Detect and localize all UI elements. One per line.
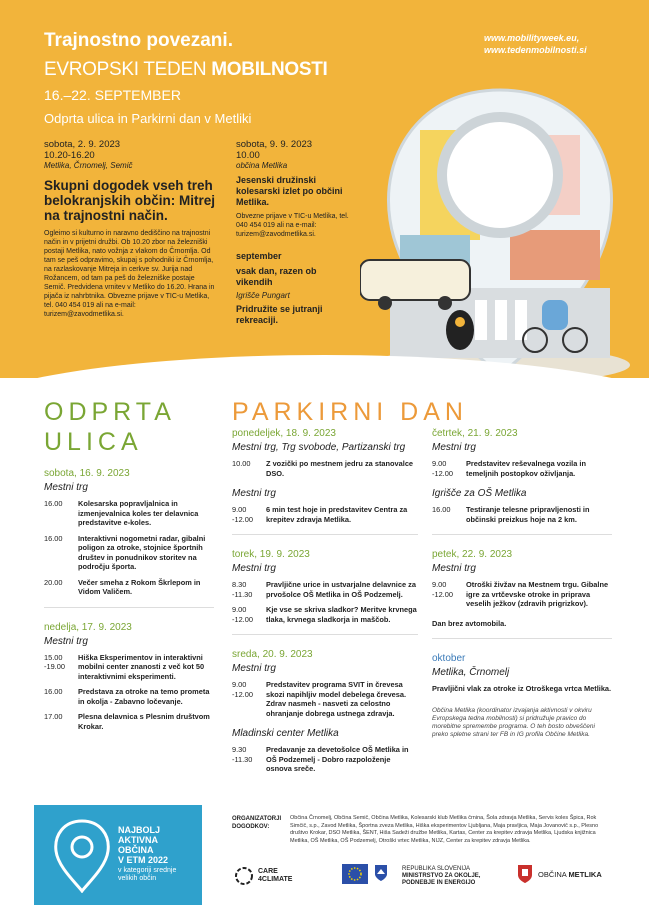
event-row xyxy=(232,605,418,624)
day-heading: nedelja, 17. 9. 2023 xyxy=(44,621,132,633)
event-time: 16.00 xyxy=(432,505,451,514)
day-heading: četrtek, 21. 9. 2023 xyxy=(432,428,518,439)
event-headline: Jesenski družinski kolesarski izlet po občini Metlika. xyxy=(236,174,343,207)
odprta-schedule xyxy=(44,468,214,731)
event-row xyxy=(232,505,418,524)
event-row xyxy=(232,745,418,774)
event-description: Pravljični vlak za otroke iz Otroškega vrtca Metlika. xyxy=(432,683,612,693)
divider xyxy=(432,638,612,639)
event-row xyxy=(432,459,612,478)
event-place: občina Metlika xyxy=(236,161,288,170)
location-label: Metlika, Črnomelj xyxy=(432,666,510,678)
day-heading: sobota, 16. 9. 2023 xyxy=(44,468,130,479)
event-description: Testiranje telesne pripravljenosti in občinski preizkus hoje na 2 km. xyxy=(466,505,590,524)
event-description: Predstava za otroke na temo prometa in okolja - Zabavno ločevanje. xyxy=(78,687,210,706)
intro-event-right xyxy=(236,140,354,326)
event-headline-3: Pridružite se jutranji rekreaciji. xyxy=(236,304,323,325)
event-time: 9.00 -12.00 xyxy=(232,605,253,624)
organizers-label: ORGANIZATORJI DOGODKOV: xyxy=(232,816,282,830)
event-row xyxy=(44,653,214,682)
event-row xyxy=(44,687,214,706)
day-heading: ponedeljek, 18. 9. 2023 xyxy=(232,428,336,439)
location-label: Mestni trg xyxy=(44,482,88,493)
event-description: Večer smeha z Rokom Škrlepom in Vidom Valičem. xyxy=(78,577,201,596)
event-description: Hiška Eksperimentov in interaktivni mobilni center znanosti z več kot 50 interaktivnimi eksperimenti. xyxy=(78,652,205,681)
odprta-title-2: ULICA xyxy=(44,428,143,456)
sponsor-logos: CARE 4CLIMATE REPUBLIKA SLOVENIJA MINISTRSTVO ZA OKOLJE, PODNEBJE IN ENERGIJO OBČINA METLIKA xyxy=(232,864,622,894)
event-time: 8.30 -11.30 xyxy=(232,580,253,599)
event-description: Plesna delavnica s Plesnim društvom Krokar. xyxy=(78,712,210,731)
event-time: 9.00 -12.00 xyxy=(432,580,453,599)
event-description: Z vozički po mestnem jedru za stanovalce DSO. xyxy=(266,459,414,478)
location-label: Mladinski center Metlika xyxy=(232,728,339,739)
website-links xyxy=(484,32,587,56)
divider xyxy=(432,534,612,535)
event-row xyxy=(44,499,214,528)
event-row xyxy=(44,578,214,597)
organizers-list: Občina Črnomelj, Občina Semič, Občina Metlika, Kolesarski klub Metlika črnina, Šola zdravja Metlika, Servis koles Špica, Rok Simčič, s.p., Zavod Metlika, Športna zveza Metlika, Hiška eksperimentov Ljubljana, Maja pravljica, Maja Jovanovič s.p., Plesno društvo Krokar, DSO Metlika, ŠENT, Hiša Sadeži družbe Metlika, Kartas, Center za krepitev zdravja Metlika, Ljudska knjižnica Metlika, OŠ Metlika, OŠ Podzemelj, Otroški vrtec Metlika, NIJZ, Center za krepitev zdravja Metlika. xyxy=(290,815,599,844)
event-description: Kolesarska popravljalnica in izmenjevalnica koles ter delavnica predstavitve e-koles. xyxy=(78,499,199,527)
event-subtitle: Odprta ulica in Parkirni dan v Metliki xyxy=(44,111,252,126)
event-time: 17.00 xyxy=(44,712,63,721)
divider xyxy=(232,534,418,535)
event-row xyxy=(44,534,214,572)
event-time: 9.00 -12.00 xyxy=(432,459,453,478)
event-time: 9.30 -11.30 xyxy=(232,745,253,764)
event-row xyxy=(232,680,418,718)
event-time: 10.00 xyxy=(232,459,251,468)
campaign-slogan: Trajnostno povezani. xyxy=(44,30,233,51)
event-headline: Skupni dogodek vseh treh belokranjskih občin: Mitrej na trajnostni način. xyxy=(44,177,216,223)
location-pin-icon xyxy=(52,819,112,893)
event-time: 20.00 xyxy=(44,577,63,587)
event-row xyxy=(432,580,612,609)
location-label: Mestni trg xyxy=(232,663,276,674)
event-row xyxy=(44,712,214,731)
event-description: Pravljične urice in ustvarjalne delavnice za prvošolce OŠ Metlika in OŠ Podzemelj. xyxy=(266,580,416,599)
divider xyxy=(44,607,214,608)
award-badge xyxy=(34,805,202,905)
obcina-metlika-logo: OBČINA METLIKA xyxy=(538,870,602,879)
day-heading: petek, 22. 9. 2023 xyxy=(432,549,513,560)
event-time: 9.00 -12.00 xyxy=(232,680,253,699)
day-heading: oktober xyxy=(432,652,466,664)
award-title: NAJBOLJ AKTIVNA OBČINA V ETM 2022 xyxy=(118,825,169,865)
url-tedenmobilnosti[interactable]: www.tedenmobilnosti.si xyxy=(484,45,587,55)
event-place-2: Igrišče Pungart xyxy=(236,290,290,300)
location-label: Mestni trg xyxy=(232,488,276,499)
event-time: 10.20-16.20 xyxy=(44,149,95,161)
location-label: Mestni trg xyxy=(432,442,476,453)
intro-event-left xyxy=(44,140,216,319)
parkirni-schedule-col1 xyxy=(232,428,418,774)
mobility-illustration xyxy=(360,60,640,390)
event-date: sobota, 2. 9. 2023 xyxy=(44,139,121,150)
event-date-2: september xyxy=(236,250,282,261)
ministry-logo: REPUBLIKA SLOVENIJA MINISTRSTVO ZA OKOLJE, PODNEBJE IN ENERGIJO xyxy=(402,866,481,886)
divider xyxy=(232,634,418,635)
event-description: 6 min test hoje in predstavitev Centra za krepitev zdravja Metlika. xyxy=(266,505,408,524)
event-time: 16.00 xyxy=(44,533,63,543)
event-note: Dan brez avtomobila. xyxy=(432,618,507,628)
location-label: Mestni trg xyxy=(232,563,276,574)
event-place: Metlika, Črnomelj, Semič xyxy=(44,161,133,170)
disclaimer-note: Občina Metlika (koordinator izvajanja aktivnosti v okviru Evropskega tedna mobilnosti) si pridružuje pravico do morebitne spremembe programa. O teh bosto obveščeni preko spletne strani ter FB in IG profila Občine Metlika. xyxy=(432,707,595,738)
event-date: sobota, 9. 9. 2023 xyxy=(236,139,313,150)
event-description: Otroški živžav na Mestnem trgu. Gibalne igre za vrtčevske otroke in priprava veselih ježkov (zdravih prigrizkov). xyxy=(466,580,609,608)
event-time: 9.00 -12.00 xyxy=(232,505,253,524)
event-schedule-2: vsak dan, razen ob vikendih xyxy=(236,265,317,287)
event-description: Predstavitev programa SVIT in črevesa skozi napihljiv model debelega črevesa. Zdrav nasmeh - nasveti za celostno ohranjanje dobrega ustnega zdravja. xyxy=(266,680,407,718)
campaign-dates: 16.–22. SEPTEMBER xyxy=(44,87,181,103)
event-row xyxy=(232,580,418,599)
event-time: 15.00 -19.00 xyxy=(44,652,65,671)
location-label: Igrišče za OŠ Metlika xyxy=(432,488,527,499)
event-time: 10.00 xyxy=(236,149,260,161)
location-label: Mestni trg xyxy=(432,563,476,574)
event-row xyxy=(432,505,612,524)
eu-flag-logo xyxy=(342,864,368,887)
event-description: Kje vse se skriva sladkor? Meritve krvnega tlaka, krvnega sladkorja in maščob. xyxy=(266,605,417,624)
parkirni-title: PARKIRNI DAN xyxy=(232,398,468,426)
location-label: Mestni trg xyxy=(44,635,88,647)
odprta-title-1: ODPRTA xyxy=(44,398,176,426)
url-mobilityweek[interactable]: www.mobilityweek.eu, xyxy=(484,33,580,43)
campaign-title: EVROPSKI TEDEN MOBILNOSTI xyxy=(44,59,328,80)
day-heading: torek, 19. 9. 2023 xyxy=(232,549,310,560)
location-label: Mestni trg, Trg svobode, Partizanski trg xyxy=(232,442,406,453)
day-heading: sreda, 20. 9. 2023 xyxy=(232,649,313,660)
metlika-crest-icon xyxy=(517,864,533,887)
event-row xyxy=(432,684,612,694)
event-description: Predavanje za devetošolce OŠ Metlika in OŠ Podzemelj - Dobro razpoloženje osnova sreče. xyxy=(266,745,409,773)
event-body: Ogleimo si kulturno in naravno dediščino na trajnostni način in v prijetni družbi. Ob 10.20 zbor na železniški postaji Metlika, nato vožnja z vlakom do Črnomlja. Od tam se peš odpravimo, skupaj s pohodniki iz Črnomlja, na razlaskovanje Mitreja in cerkve sv. Jurija nad Rožancem, od tam pa peš do železniške postaje Semič. Predvidena vrnitev v Metliko do 16.20. Hrana in pijača iz nahrbtnika. Obvezne prijave v TIC-u Metlika, tel. 040 454 019 ali na e-mail: turizem@zavodmetlika.si. xyxy=(44,229,215,318)
slovenia-crest-logo xyxy=(374,864,388,885)
event-time: 16.00 xyxy=(44,499,63,508)
award-category: v kategoriji srednje velikih občin xyxy=(118,867,177,882)
parkirni-schedule-col2 xyxy=(432,428,612,739)
event-body: Obvezne prijave v TIC-u Metlika, tel. 040 454 019 ali na e-mail: turizem@zavodmetlika.si. xyxy=(236,212,349,238)
event-row xyxy=(232,459,418,478)
event-time: 16.00 xyxy=(44,687,63,696)
event-description: Predstavitev reševalnega vozila in temeljnih postopkov oživljanja. xyxy=(466,459,586,478)
event-description: Interaktivni nogometni radar, gibalni poligon za otroke, stojnice športnih društev in ponudnikov storitev na področju športa. xyxy=(78,533,206,571)
